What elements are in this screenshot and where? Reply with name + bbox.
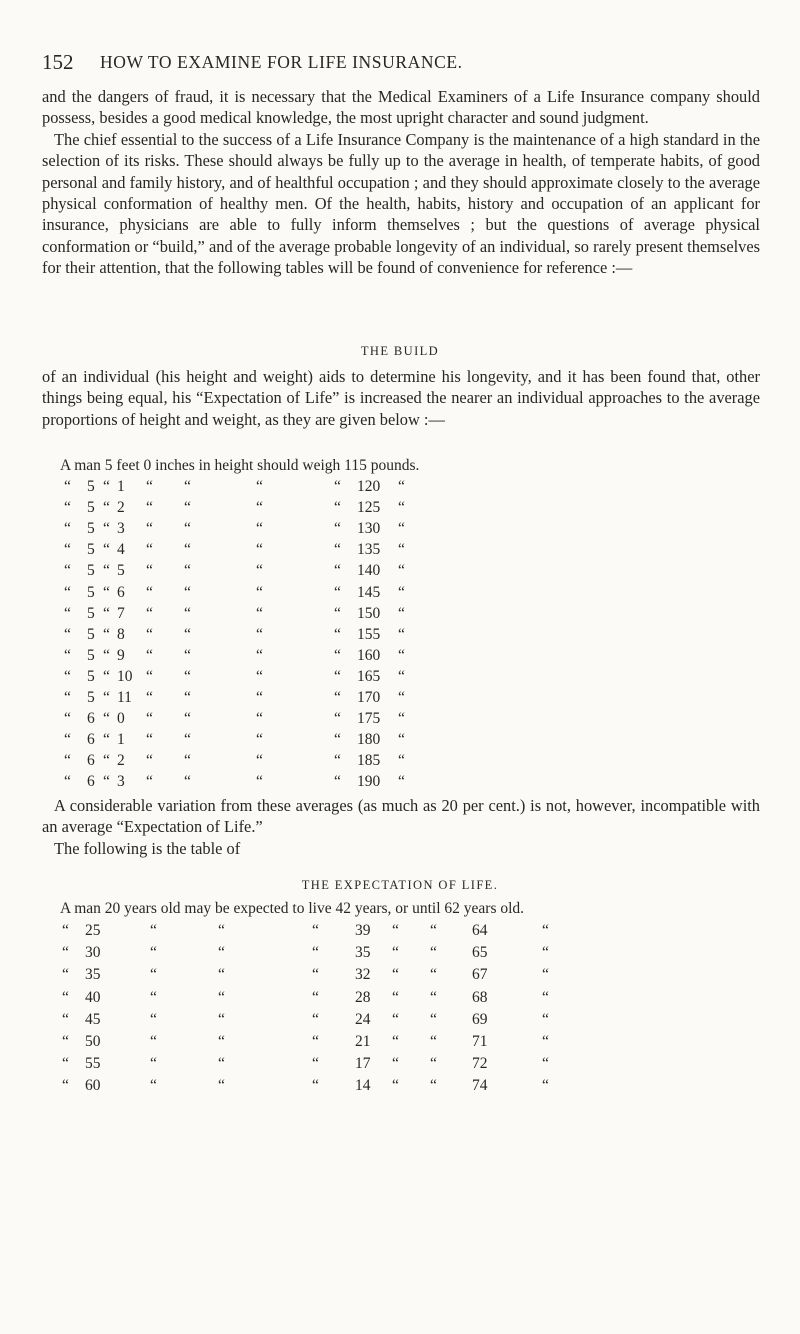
ditto-mark: “ — [398, 520, 405, 538]
ditto-mark: “ — [392, 944, 399, 962]
ditto-mark: “ — [184, 646, 191, 664]
ditto-mark: “ — [103, 646, 110, 664]
build-row-unit: pounds. — [370, 457, 420, 474]
ditto-mark: “ — [103, 478, 110, 495]
height-feet: 5 — [87, 689, 95, 706]
ditto-mark: “ — [146, 646, 153, 664]
ditto-mark: “ — [62, 922, 69, 939]
ditto-mark: “ — [312, 988, 319, 1006]
height-inches: 3 — [117, 773, 125, 791]
ditto-mark: “ — [150, 1010, 157, 1028]
height-inches: 5 — [117, 562, 125, 580]
ditto-mark: “ — [256, 499, 263, 517]
ditto-mark: “ — [430, 966, 437, 984]
ditto-mark: “ — [430, 922, 437, 939]
years-to-live: 39 — [355, 922, 371, 939]
ditto-mark: “ — [392, 966, 399, 984]
weight-pounds: 145 — [357, 583, 381, 601]
ditto-mark: “ — [184, 731, 191, 749]
weight-pounds: 190 — [357, 773, 381, 791]
ditto-mark: “ — [146, 478, 153, 495]
following-text: The following is the table of — [54, 838, 241, 858]
exp-row-live: 42 — [335, 900, 351, 917]
ditto-mark: “ — [218, 988, 225, 1006]
height-inches: 10 — [117, 667, 133, 685]
ditto-mark: “ — [146, 625, 153, 643]
ditto-mark: “ — [64, 731, 71, 749]
ditto-mark: “ — [184, 667, 191, 685]
ditto-mark: “ — [398, 499, 405, 517]
ditto-mark: “ — [218, 1077, 225, 1095]
intro-text — [42, 86, 760, 279]
height-feet: 5 — [87, 478, 95, 495]
height-feet: 6 — [87, 752, 95, 770]
height-inches: 4 — [117, 541, 125, 559]
age-years: 30 — [85, 944, 101, 962]
ditto-mark: “ — [146, 752, 153, 770]
ditto-mark: “ — [218, 1033, 225, 1050]
ditto-mark: “ — [64, 752, 71, 770]
until-age: 72 — [472, 1055, 488, 1073]
height-feet: 5 — [87, 520, 95, 538]
ditto-mark: “ — [334, 520, 341, 538]
height-feet: 6 — [87, 773, 95, 791]
height-inches: 9 — [117, 646, 125, 664]
weight-pounds: 150 — [357, 604, 381, 622]
years-to-live: 32 — [355, 966, 371, 984]
ditto-mark: “ — [62, 1010, 69, 1028]
weight-pounds: 185 — [357, 752, 381, 770]
ditto-mark: “ — [256, 731, 263, 749]
ditto-mark: “ — [62, 1055, 69, 1073]
ditto-mark: “ — [64, 499, 71, 517]
variation-text: A considerable variation from these averages (as much as 20 per cent.) is not, however, incompatible with an average “Expectation of Life.” — [42, 796, 760, 837]
ditto-mark: “ — [392, 988, 399, 1006]
ditto-mark: “ — [398, 625, 405, 643]
ditto-mark: “ — [430, 988, 437, 1006]
ditto-mark: “ — [103, 667, 110, 685]
ditto-mark: “ — [430, 1055, 437, 1073]
ditto-mark: “ — [218, 922, 225, 939]
ditto-mark: “ — [103, 625, 110, 643]
ditto-mark: “ — [62, 988, 69, 1006]
ditto-mark: “ — [398, 583, 405, 601]
ditto-mark: “ — [103, 752, 110, 770]
ditto-mark: “ — [334, 499, 341, 517]
height-inches: 1 — [117, 731, 125, 749]
ditto-mark: “ — [64, 710, 71, 728]
ditto-mark: “ — [430, 1033, 437, 1050]
ditto-mark: “ — [256, 689, 263, 706]
ditto-mark: “ — [256, 520, 263, 538]
ditto-mark: “ — [392, 922, 399, 939]
ditto-mark: “ — [256, 752, 263, 770]
ditto-mark: “ — [146, 689, 153, 706]
ditto-mark: “ — [256, 583, 263, 601]
ditto-mark: “ — [64, 773, 71, 791]
ditto-mark: “ — [312, 1055, 319, 1073]
ditto-mark: “ — [542, 1055, 549, 1073]
height-inches: 7 — [117, 604, 125, 622]
ditto-mark: “ — [312, 1077, 319, 1095]
build-row-prefix: A man — [60, 457, 101, 474]
height-inches: 8 — [117, 625, 125, 643]
variation-block — [42, 795, 760, 859]
ditto-mark: “ — [398, 478, 405, 495]
weight-pounds: 165 — [357, 667, 381, 685]
ditto-mark: “ — [334, 478, 341, 495]
ditto-mark: “ — [256, 541, 263, 559]
exp-row-phrase: years old may be expected to live — [124, 900, 332, 917]
ditto-mark: “ — [150, 1033, 157, 1050]
build-row-feet: 5 — [104, 457, 113, 474]
height-inches: 2 — [117, 499, 125, 517]
expectation-table-row — [60, 900, 524, 918]
ditto-mark: “ — [312, 944, 319, 962]
until-age: 71 — [472, 1033, 488, 1050]
ditto-mark: “ — [184, 689, 191, 706]
ditto-mark: “ — [64, 667, 71, 685]
ditto-mark: “ — [184, 773, 191, 791]
ditto-mark: “ — [256, 478, 263, 495]
ditto-mark: “ — [218, 944, 225, 962]
ditto-mark: “ — [150, 966, 157, 984]
ditto-mark: “ — [64, 583, 71, 601]
page-header — [42, 50, 762, 80]
ditto-mark: “ — [184, 541, 191, 559]
ditto-mark: “ — [312, 1033, 319, 1050]
ditto-mark: “ — [103, 562, 110, 580]
ditto-mark: “ — [103, 499, 110, 517]
exp-row-prefix: A man — [60, 900, 101, 917]
age-years: 40 — [85, 988, 101, 1006]
ditto-mark: “ — [184, 499, 191, 517]
until-age: 64 — [472, 922, 488, 939]
ditto-mark: “ — [64, 520, 71, 538]
ditto-mark: “ — [64, 541, 71, 559]
ditto-mark: “ — [184, 604, 191, 622]
weight-pounds: 130 — [357, 520, 381, 538]
ditto-mark: “ — [64, 562, 71, 580]
ditto-mark: “ — [398, 731, 405, 749]
ditto-mark: “ — [398, 710, 405, 728]
ditto-mark: “ — [334, 541, 341, 559]
ditto-mark: “ — [103, 604, 110, 622]
height-feet: 6 — [87, 731, 95, 749]
ditto-mark: “ — [398, 752, 405, 770]
ditto-mark: “ — [64, 689, 71, 706]
height-feet: 5 — [87, 583, 95, 601]
ditto-mark: “ — [334, 604, 341, 622]
height-feet: 5 — [87, 562, 95, 580]
ditto-mark: “ — [150, 1077, 157, 1095]
build-row-feet-unit: feet — [116, 457, 140, 474]
ditto-mark: “ — [334, 752, 341, 770]
exp-row-until: 62 — [444, 900, 460, 917]
ditto-mark: “ — [334, 773, 341, 791]
until-age: 65 — [472, 944, 488, 962]
ditto-mark: “ — [184, 710, 191, 728]
height-feet: 5 — [87, 667, 95, 685]
exp-row-age: 20 — [104, 900, 121, 917]
ditto-mark: “ — [398, 541, 405, 559]
height-inches: 1 — [117, 478, 125, 495]
years-to-live: 21 — [355, 1033, 371, 1050]
until-age: 74 — [472, 1077, 488, 1095]
height-feet: 5 — [87, 499, 95, 517]
ditto-mark: “ — [146, 541, 153, 559]
ditto-mark: “ — [256, 646, 263, 664]
ditto-mark: “ — [103, 689, 110, 706]
ditto-mark: “ — [184, 478, 191, 495]
ditto-mark: “ — [256, 773, 263, 791]
ditto-mark: “ — [542, 966, 549, 984]
ditto-mark: “ — [146, 731, 153, 749]
ditto-mark: “ — [218, 1010, 225, 1028]
ditto-mark: “ — [256, 710, 263, 728]
ditto-mark: “ — [146, 604, 153, 622]
ditto-mark: “ — [334, 689, 341, 706]
ditto-mark: “ — [430, 1010, 437, 1028]
ditto-mark: “ — [334, 646, 341, 664]
height-inches: 3 — [117, 520, 125, 538]
ditto-mark: “ — [334, 667, 341, 685]
weight-pounds: 170 — [357, 689, 381, 706]
ditto-mark: “ — [312, 966, 319, 984]
build-table-row — [60, 457, 419, 475]
height-feet: 5 — [87, 604, 95, 622]
until-age: 69 — [472, 1010, 488, 1028]
ditto-mark: “ — [103, 773, 110, 791]
age-years: 45 — [85, 1010, 101, 1028]
ditto-mark: “ — [184, 583, 191, 601]
ditto-mark: “ — [184, 752, 191, 770]
height-feet: 5 — [87, 541, 95, 559]
weight-pounds: 155 — [357, 625, 381, 643]
age-years: 25 — [85, 922, 101, 939]
ditto-mark: “ — [430, 944, 437, 962]
ditto-mark: “ — [103, 731, 110, 749]
ditto-mark: “ — [150, 988, 157, 1006]
height-inches: 2 — [117, 752, 125, 770]
ditto-mark: “ — [256, 667, 263, 685]
ditto-mark: “ — [218, 1055, 225, 1073]
ditto-mark: “ — [184, 625, 191, 643]
ditto-mark: “ — [146, 499, 153, 517]
height-feet: 5 — [87, 625, 95, 643]
build-heading: THE BUILD — [360, 344, 440, 358]
page-number: 152 — [42, 50, 74, 74]
ditto-mark: “ — [184, 520, 191, 538]
ditto-mark: “ — [62, 944, 69, 962]
ditto-mark: “ — [146, 520, 153, 538]
years-to-live: 17 — [355, 1055, 371, 1073]
ditto-mark: “ — [334, 562, 341, 580]
weight-pounds: 160 — [357, 646, 381, 664]
build-row-inches-phrase: inches in height should weigh — [155, 457, 341, 474]
ditto-mark: “ — [256, 625, 263, 643]
ditto-mark: “ — [150, 922, 157, 939]
ditto-mark: “ — [542, 944, 549, 962]
ditto-mark: “ — [398, 667, 405, 685]
years-to-live: 24 — [355, 1010, 371, 1028]
ditto-mark: “ — [146, 710, 153, 728]
ditto-mark: “ — [103, 583, 110, 601]
ditto-mark: “ — [542, 1077, 549, 1095]
ditto-mark: “ — [542, 1033, 549, 1050]
age-years: 60 — [85, 1077, 101, 1095]
build-row-pounds: 115 — [344, 457, 367, 474]
ditto-mark: “ — [62, 1077, 69, 1095]
age-years: 55 — [85, 1055, 101, 1073]
years-to-live: 28 — [355, 988, 371, 1006]
age-years: 35 — [85, 966, 101, 984]
ditto-mark: “ — [103, 710, 110, 728]
ditto-mark: “ — [64, 646, 71, 664]
ditto-mark: “ — [146, 562, 153, 580]
ditto-mark: “ — [103, 520, 110, 538]
ditto-mark: “ — [398, 773, 405, 791]
weight-pounds: 135 — [357, 541, 381, 559]
ditto-mark: “ — [64, 604, 71, 622]
ditto-mark: “ — [256, 604, 263, 622]
ditto-mark: “ — [392, 1033, 399, 1050]
ditto-mark: “ — [184, 562, 191, 580]
running-title: HOW TO EXAMINE FOR LIFE INSURANCE. — [100, 52, 463, 72]
height-inches: 0 — [117, 710, 125, 728]
exp-row-phrase2: years, or until — [354, 900, 441, 917]
build-row-inches: 0 — [143, 457, 152, 474]
intro-paragraph-1: and the dangers of fraud, it is necessary that the Medical Examiners of a Life Insurance company should possess, besides a good medical knowledge, the most upright character and sound judgment. — [42, 87, 760, 128]
ditto-mark: “ — [542, 1010, 549, 1028]
weight-pounds: 175 — [357, 710, 381, 728]
build-text: of an individual (his height and weight) aids to determine his longevity, and it has been found that, other things being equal, his “Expectation of Life” is increased the nearer an individual approaches to the average proportions of height and weight, as they are given below :— — [42, 367, 760, 429]
weight-pounds: 140 — [357, 562, 381, 580]
ditto-mark: “ — [150, 944, 157, 962]
ditto-mark: “ — [398, 562, 405, 580]
ditto-mark: “ — [334, 731, 341, 749]
years-to-live: 35 — [355, 944, 371, 962]
ditto-mark: “ — [334, 583, 341, 601]
ditto-mark: “ — [398, 604, 405, 622]
until-age: 68 — [472, 988, 488, 1006]
ditto-mark: “ — [218, 966, 225, 984]
exp-row-suffix: years old. — [463, 900, 525, 917]
ditto-mark: “ — [430, 1077, 437, 1095]
until-age: 67 — [472, 966, 488, 984]
ditto-mark: “ — [256, 562, 263, 580]
ditto-mark: “ — [312, 1010, 319, 1028]
height-inches: 11 — [117, 689, 132, 706]
ditto-mark: “ — [62, 966, 69, 984]
years-to-live: 14 — [355, 1077, 371, 1095]
ditto-mark: “ — [146, 667, 153, 685]
ditto-mark: “ — [334, 625, 341, 643]
ditto-mark: “ — [398, 646, 405, 664]
ditto-mark: “ — [392, 1055, 399, 1073]
weight-pounds: 120 — [357, 478, 381, 495]
height-inches: 6 — [117, 583, 125, 601]
height-feet: 6 — [87, 710, 95, 728]
ditto-mark: “ — [392, 1010, 399, 1028]
ditto-mark: “ — [146, 773, 153, 791]
age-years: 50 — [85, 1033, 101, 1050]
ditto-mark: “ — [334, 710, 341, 728]
expectation-heading: THE EXPECTATION OF LIFE. — [301, 878, 499, 892]
intro-paragraph-2: The chief essential to the success of a Life Insurance Company is the maintenance of a high standard in the selection of its risks. These should always be fully up to the average in health, of temperate habits, of good personal and family history, and of healthful occupation ; and they should approximate closely to the average physical conformation of healthy men. Of the health, habits, history and occupation of an applicant for insurance, physicians are able to fully inform themselves ; but the questions of average physical conformation or “build,” and of the average probable longevity of an individual, so rarely present themselves for their attention, that the following tables will be found of convenience for reference :— — [42, 129, 760, 278]
ditto-mark: “ — [150, 1055, 157, 1073]
ditto-mark: “ — [64, 625, 71, 643]
height-feet: 5 — [87, 646, 95, 664]
ditto-mark: “ — [542, 988, 549, 1006]
ditto-mark: “ — [146, 583, 153, 601]
ditto-mark: “ — [398, 689, 405, 706]
weight-pounds: 180 — [357, 731, 381, 749]
ditto-mark: “ — [64, 478, 71, 495]
build-description — [42, 366, 760, 430]
ditto-mark: “ — [312, 922, 319, 939]
ditto-mark: “ — [62, 1033, 69, 1050]
weight-pounds: 125 — [357, 499, 381, 517]
ditto-mark: “ — [103, 541, 110, 559]
ditto-mark: “ — [392, 1077, 399, 1095]
ditto-mark: “ — [542, 922, 549, 939]
